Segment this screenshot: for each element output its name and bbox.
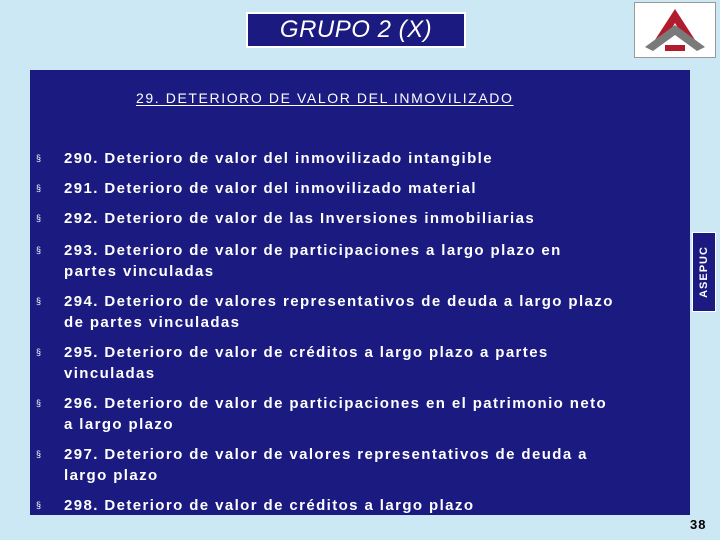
list-item	[36, 240, 676, 282]
logo-graphic	[635, 3, 715, 57]
list-item	[36, 291, 676, 333]
list-item-line1: 294. Deterioro de valores representativos de deuda a largo plazo	[64, 293, 614, 310]
list-item	[36, 178, 676, 199]
list-item	[36, 393, 676, 435]
list-item-line1: 291. Deterioro de valor del inmovilizado material	[64, 180, 477, 197]
list-item-line1: 298. Deterioro de valor de créditos a largo plazo	[64, 497, 475, 514]
bullet-icon: §	[36, 296, 43, 306]
list-item-line1: 296. Deterioro de valor de participaciones en el patrimonio neto	[64, 395, 608, 412]
page-number: 38	[690, 517, 707, 532]
list-item	[36, 208, 676, 229]
bullet-icon: §	[36, 500, 43, 510]
title-box	[246, 12, 466, 48]
asepuc-logo	[634, 2, 716, 58]
list-item	[36, 342, 676, 384]
section-heading: 29. DETERIORO DE VALOR DEL INMOVILIZADO	[136, 90, 514, 106]
bullet-icon: §	[36, 213, 43, 223]
asepuc-side-label	[692, 232, 716, 312]
list-item-line2: vinculadas	[64, 365, 156, 382]
list-item-line2: partes vinculadas	[64, 263, 215, 280]
bullet-icon: §	[36, 347, 43, 357]
bullet-icon: §	[36, 183, 43, 193]
side-label-text: ASEPUC	[698, 246, 710, 298]
list-item-line2: largo plazo	[64, 467, 159, 484]
list-item-line2: a largo plazo	[64, 416, 174, 433]
bullet-icon: §	[36, 153, 43, 163]
list-item-line1: 292. Deterioro de valor de las Inversiones inmobiliarias	[64, 210, 536, 227]
bullet-icon: §	[36, 398, 43, 408]
list-item-line1: 295. Deterioro de valor de créditos a largo plazo a partes	[64, 344, 549, 361]
bullet-icon: §	[36, 245, 43, 255]
list-item	[36, 444, 676, 486]
list-item	[36, 495, 676, 516]
list-item-line1: 293. Deterioro de valor de participaciones a largo plazo en	[64, 242, 562, 259]
list-item-line2: de partes vinculadas	[64, 314, 241, 331]
list-item-line1: 297. Deterioro de valor de valores representativos de deuda a	[64, 446, 588, 463]
list-item-line1: 290. Deterioro de valor del inmovilizado intangible	[64, 150, 493, 167]
page-title: GRUPO 2 (X)	[279, 16, 433, 43]
list-item	[36, 148, 676, 169]
bullet-icon: §	[36, 449, 43, 459]
